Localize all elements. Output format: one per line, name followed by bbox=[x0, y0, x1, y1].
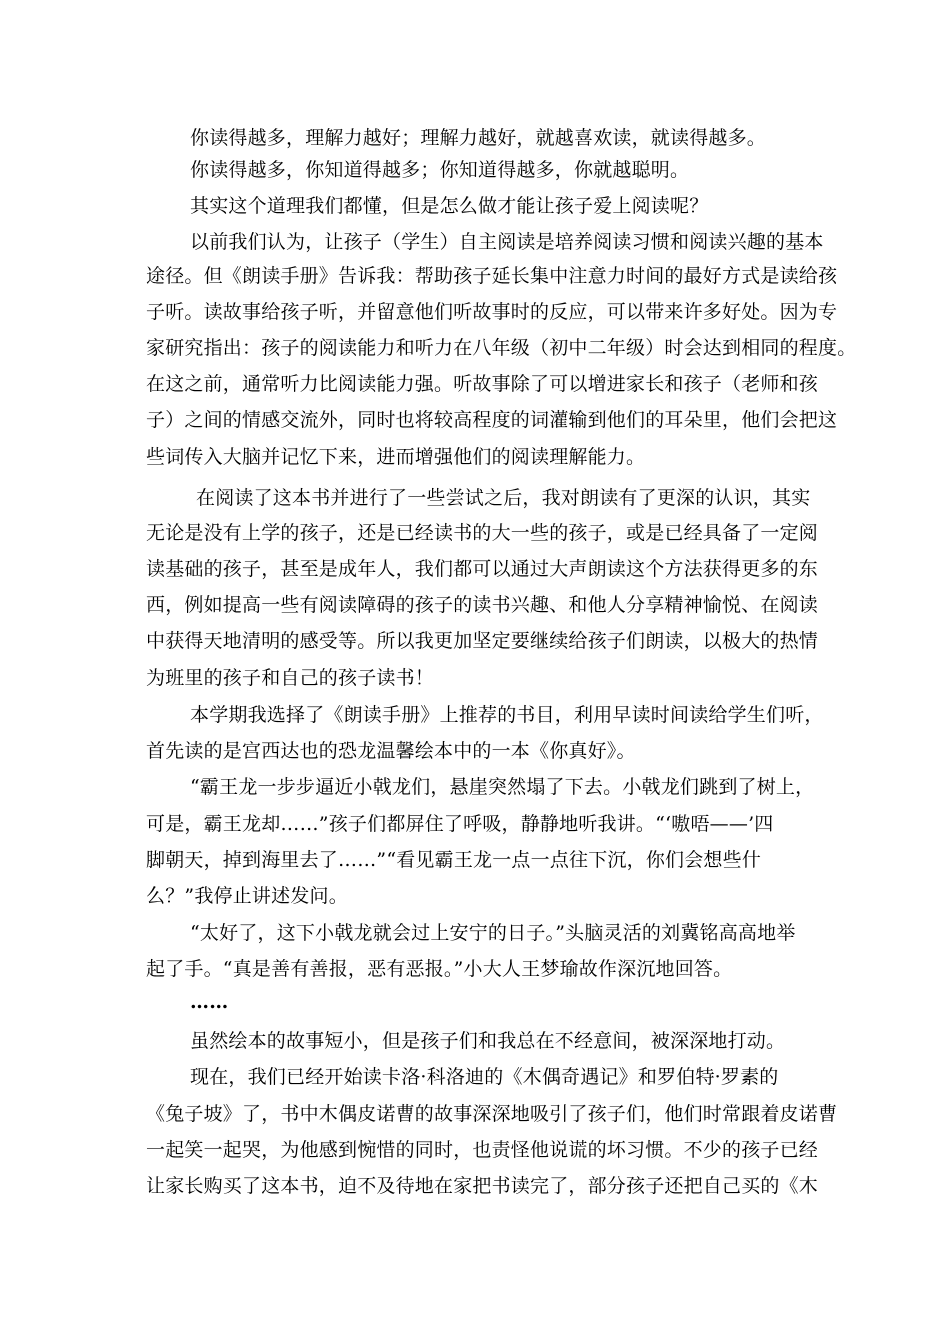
text-line: 以前我们认为，让孩子（学生）自主阅读是培养阅读习惯和阅读兴趣的基本 bbox=[190, 231, 824, 253]
text-line: 你读得越多，你知道得越多；你知道得越多，你就越聪明。 bbox=[190, 159, 690, 181]
text-line: 一起笑一起哭，为他感到惋惜的同时，也责怪他说谎的坏习惯。不少的孩子已经 bbox=[146, 1139, 819, 1161]
text-line: “霸王龙一步步逼近小戟龙们，悬崖突然塌了下去。小戟龙们跳到了树上， bbox=[190, 776, 815, 798]
text-line: 中获得天地清明的感受等。所以我更加坚定要继续给孩子们朗读，以极大的热情 bbox=[146, 630, 819, 652]
text-line: 起了手。“真是善有善报，恶有恶报。”小大人王梦瑜故作深沉地回答。 bbox=[146, 958, 733, 980]
text-line: 些词传入大脑并记忆下来，进而增强他们的阅读理解能力。 bbox=[146, 446, 646, 468]
text-line: 脚朝天，掉到海里去了……”“看见霸王龙一点一点往下沉，你们会想些什 bbox=[146, 849, 762, 871]
text-line: 现在，我们已经开始读卡洛·科洛迪的《木偶奇遇记》和罗伯特·罗素的 bbox=[190, 1066, 779, 1088]
text-line: 子听。读故事给孩子听，并留意他们听故事时的反应，可以带来许多好处。因为专 bbox=[146, 301, 838, 323]
text-line: 《兔子坡》了，书中木偶皮诺曹的故事深深地吸引了孩子们，他们时常跟着皮诺曹 bbox=[146, 1103, 838, 1125]
text-line: 读基础的孩子，甚至是成年人，我们都可以通过大声朗读这个方法获得更多的东 bbox=[146, 558, 819, 580]
text-line: 家研究指出：孩子的阅读能力和听力在八年级（初中二年级）时会达到相同的程度。 bbox=[146, 337, 857, 359]
text-line: “太好了，这下小戟龙就会过上安宁的日子。”头脑灵活的刘冀铭高高地举 bbox=[190, 922, 796, 944]
ellipsis-line: …… bbox=[190, 991, 229, 1013]
text-line: 途径。但《朗读手册》告诉我：帮助孩子延长集中注意力时间的最好方式是读给孩 bbox=[146, 265, 838, 287]
text-line: 让家长购买了这本书，迫不及待地在家把书读完了，部分孩子还把自己买的《木 bbox=[146, 1175, 819, 1197]
text-line: 本学期我选择了《朗读手册》上推荐的书目，利用早读时间读给学生们听， bbox=[190, 704, 824, 726]
text-line: 为班里的孩子和自己的孩子读书！ bbox=[146, 667, 435, 689]
text-line: 在阅读了这本书并进行了一些尝试之后，我对朗读有了更深的认识，其实 bbox=[196, 487, 811, 509]
text-line: 你读得越多，理解力越好；理解力越好，就越喜欢读，就读得越多。 bbox=[190, 127, 767, 149]
text-line: 么？”我停止讲述发问。 bbox=[146, 885, 348, 907]
text-line: 其实这个道理我们都懂，但是怎么做才能让孩子爱上阅读呢？ bbox=[190, 195, 709, 217]
text-line: 可是，霸王龙却……”孩子们都屏住了呼吸，静静地听我讲。“‘嗷唔——’四 bbox=[146, 813, 774, 835]
text-line: 首先读的是宫西达也的恐龙温馨绘本中的一本《你真好》。 bbox=[146, 740, 636, 762]
text-line: 无论是没有上学的孩子，还是已经读书的大一些的孩子，或是已经具备了一定阅 bbox=[146, 522, 819, 544]
text-line: 子）之间的情感交流外，同时也将较高程度的词灌输到他们的耳朵里，他们会把这 bbox=[146, 409, 838, 431]
text-line: 在这之前，通常听力比阅读能力强。听故事除了可以增进家长和孩子（老师和孩 bbox=[146, 373, 819, 395]
text-line: 虽然绘本的故事短小，但是孩子们和我总在不经意间，被深深地打动。 bbox=[190, 1030, 786, 1052]
text-line: 西，例如提高一些有阅读障碍的孩子的读书兴趣、和他人分享精神愉悦、在阅读 bbox=[146, 594, 819, 616]
